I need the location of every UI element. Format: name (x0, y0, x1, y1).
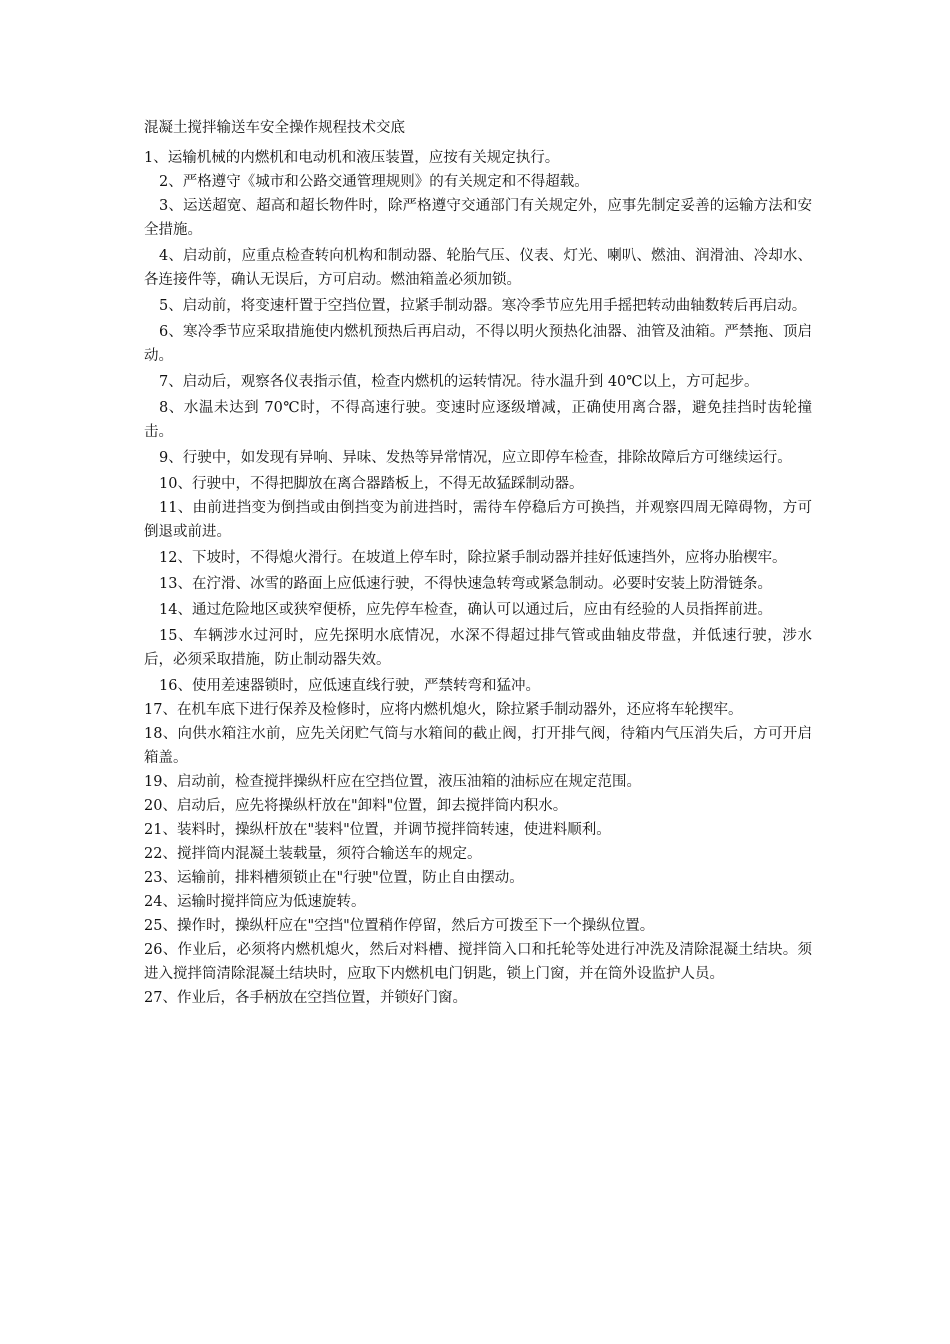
clause-20: 20、启动后，应先将操纵杆放在"卸料"位置，卸去搅拌筒内积水。 (144, 798, 568, 814)
clause-2: 2、严格遵守《城市和公路交通管理规则》的有关规定和不得超载。 (159, 174, 589, 190)
clause-8: 8、水温未达到 70℃时，不得高速行驶。变速时应逐级增减，正确使用离合器，避免挂挡时齿轮撞击。 (144, 400, 812, 440)
clause-7: 7、启动后，观察各仪表指示值，检查内燃机的运转情况。待水温升到 40℃以上，方可起步。 (159, 374, 759, 390)
clause-24: 24、运输时搅拌筒应为低速旋转。 (144, 894, 366, 910)
clause-23: 23、运输前，排料槽须锁止在"行驶"位置，防止自由摆动。 (144, 870, 524, 886)
document-title: 混凝土搅拌输送车安全操作规程技术交底 (144, 120, 405, 136)
clause-19: 19、启动前，检查搅拌操纵杆应在空挡位置，液压油箱的油标应在规定范围。 (144, 774, 641, 790)
document-body (144, 116, 812, 1010)
clause-17: 17、在机车底下进行保养及检修时，应将内燃机熄火，除拉紧手制动器外，还应将车轮揳牢。 (144, 702, 743, 718)
clause-27: 27、作业后，各手柄放在空挡位置，并锁好门窗。 (144, 990, 467, 1006)
clause-1: 1、运输机械的内燃机和电动机和液压装置，应按有关规定执行。 (144, 150, 560, 166)
clause-9: 9、行驶中，如发现有异响、异味、发热等异常情况，应立即停车检查，排除故障后方可继续运行。 (159, 450, 792, 466)
clause-5: 5、启动前，将变速杆置于空挡位置，拉紧手制动器。寒冷季节应先用手摇把转动曲轴数转后再启动。 (159, 298, 807, 314)
clause-3: 3、运送超宽、超高和超长物件时，除严格遵守交通部门有关规定外，应事先制定妥善的运输方法和安全措施。 (144, 198, 812, 238)
clause-22: 22、搅拌筒内混凝土装载量，须符合输送车的规定。 (144, 846, 482, 862)
clause-16: 16、使用差速器锁时，应低速直线行驶，严禁转弯和猛冲。 (159, 678, 540, 694)
clause-11: 11、由前进挡变为倒挡或由倒挡变为前进挡时，需待车停稳后方可换挡，并观察四周无障碍物，方可倒退或前进。 (144, 500, 812, 540)
clause-6: 6、寒冷季节应采取措施使内燃机预热后再启动，不得以明火预热化油器、油管及油箱。严禁拖、顶启动。 (144, 324, 812, 364)
clause-12: 12、下坡时，不得熄火滑行。在坡道上停车时，除拉紧手制动器并挂好低速挡外，应将办胎楔牢。 (159, 550, 787, 566)
clause-18: 18、向供水箱注水前，应先关闭贮气筒与水箱间的截止阀，打开排气阀，待箱内气压消失后，方可开启箱盖。 (144, 726, 812, 766)
clause-14: 14、通过危险地区或狭窄便桥，应先停车检查，确认可以通过后，应由有经验的人员指挥前进。 (159, 602, 772, 618)
clause-10: 10、行驶中，不得把脚放在离合器踏板上，不得无故猛踩制动器。 (159, 476, 584, 492)
clause-15: 15、车辆涉水过河时，应先探明水底情况，水深不得超过排气管或曲轴皮带盘，并低速行驶，涉水后，必须采取措施，防止制动器失效。 (144, 628, 812, 668)
clause-25: 25、操作时，操纵杆应在"空挡"位置稍作停留，然后方可拨至下一个操纵位置。 (144, 918, 655, 934)
clause-21: 21、装料时，操纵杆放在"装料"位置，并调节搅拌筒转速，使进料顺利。 (144, 822, 611, 838)
clause-13: 13、在泞滑、冰雪的路面上应低速行驶，不得快速急转弯或紧急制动。必要时安装上防滑链条。 (159, 576, 772, 592)
clause-4: 4、启动前，应重点检查转向机构和制动器、轮胎气压、仪表、灯光、喇叭、燃油、润滑油、冷却水、各连接件等，确认无误后，方可启动。燃油箱盖必须加锁。 (144, 248, 812, 288)
clause-26: 26、作业后，必须将内燃机熄火，然后对料槽、搅拌筒入口和托轮等处进行冲洗及清除混凝土结块。须进入搅拌筒清除混凝土结块时，应取下内燃机电门钥匙，锁上门窗，并在筒外设监护人员。 (144, 942, 812, 982)
